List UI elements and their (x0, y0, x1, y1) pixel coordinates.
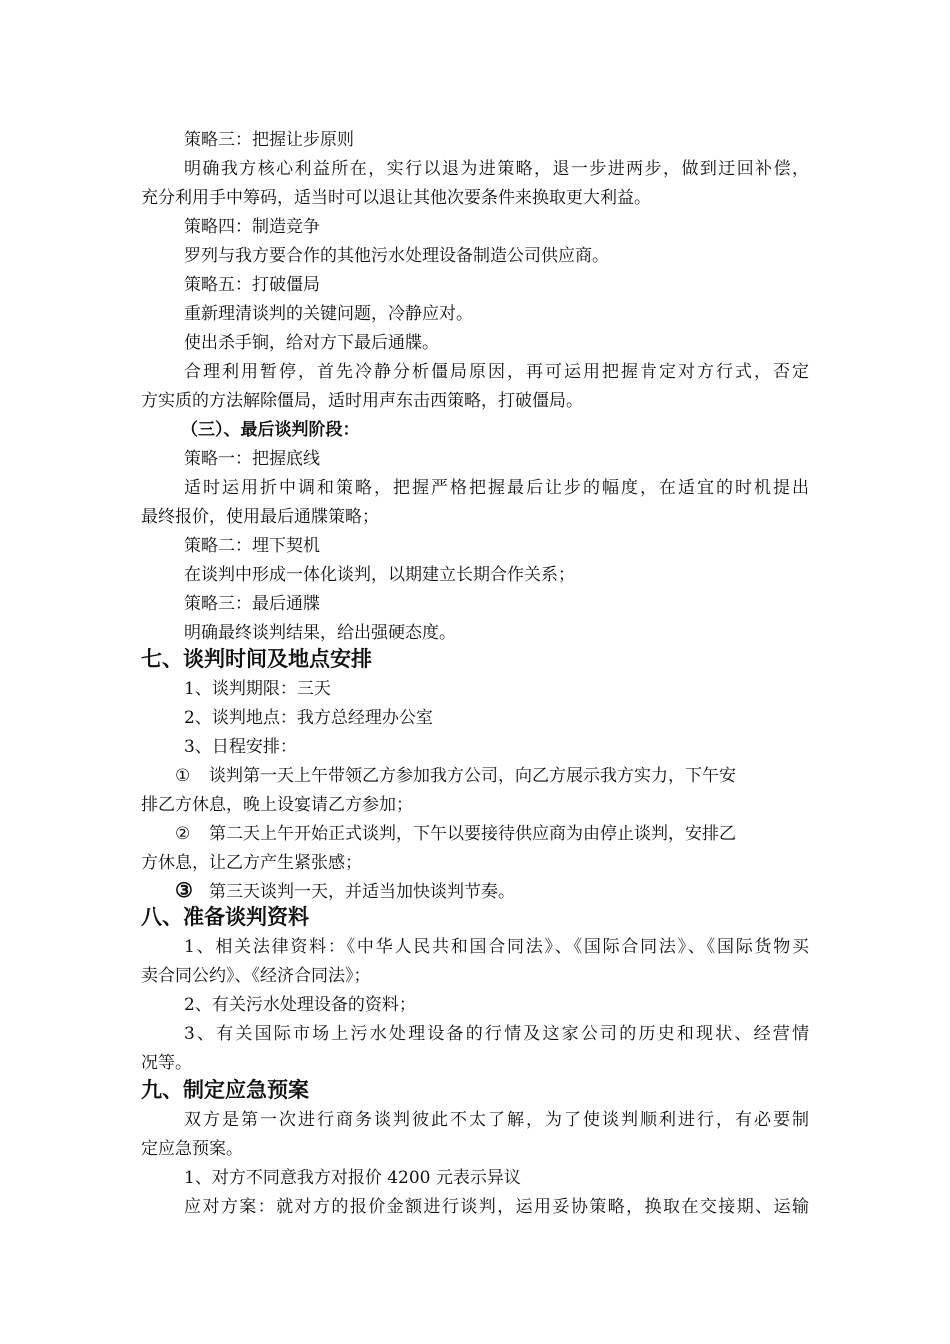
circled-number-3: ③ (175, 878, 193, 902)
paragraph-line: 合理利用暂停，首先冷静分析僵局原因，再可运用把握肯定对方行式，否定 (184, 362, 809, 382)
paragraph-line: 3、有关国际市场上污水处理设备的行情及这家公司的历史和现状、经营情 (184, 1024, 809, 1044)
section9-heading: 九、制定应急预案 (141, 1078, 309, 1102)
paragraph-line: 明确我方核心利益所在，实行以退为进策略，退一步进两步，做到迂回补偿， (184, 159, 809, 179)
list-item: 2、有关污水处理设备的资料； (184, 995, 416, 1015)
schedule-item-1 (175, 764, 809, 788)
schedule-item-2 (175, 822, 809, 846)
schedule-text: 谈判第一天上午带领乙方参加我方公司，向乙方展示我方实力，下午安 (209, 766, 736, 786)
paragraph-line: 1、相关法律资料：《中华人民共和国合同法》、《国际合同法》、《国际货物买 (184, 937, 809, 957)
list-item: 2、谈判地点：我方总经理办公室 (184, 708, 433, 728)
list-item: 1、谈判期限：三天 (184, 679, 331, 699)
circled-number-2: ② (175, 824, 191, 844)
paragraph-line: 双方是第一次进行商务谈判彼此不太了解，为了使谈判顺利进行，有必要制 (184, 1110, 809, 1130)
section8-heading: 八、准备谈判资料 (141, 905, 309, 929)
section7-heading: 七、谈判时间及地点安排 (141, 647, 372, 671)
paragraph-line: 罗列与我方要合作的其他污水处理设备制造公司供应商。 (184, 246, 609, 266)
final-strategy3-title: 策略三：最后通牒 (184, 594, 320, 614)
paragraph-line: 卖合同公约》、《经济合同法》； (141, 966, 371, 986)
list-item: 3、日程安排： (184, 737, 297, 757)
schedule-text: 第三天谈判一天，并适当加快谈判节奏。 (209, 882, 515, 902)
strategy3-title: 策略三：把握让步原则 (184, 130, 354, 150)
circled-number-1: ① (175, 766, 191, 786)
paragraph-line: 使出杀手锏，给对方下最后通牒。 (184, 333, 439, 353)
strategy5-title: 策略五：打破僵局 (184, 275, 320, 295)
paragraph-line: 重新理清谈判的关键问题，冷静应对。 (184, 304, 473, 324)
final-strategy1-title: 策略一：把握底线 (184, 449, 320, 469)
paragraph-line: 最终报价，使用最后通牒策略； (141, 507, 379, 527)
paragraph-line: 适时运用折中调和策略，把握严格把握最后让步的幅度，在适宜的时机提出 (184, 478, 809, 498)
paragraph-line: 况等。 (141, 1053, 192, 1073)
strategy4-title: 策略四：制造竞争 (184, 217, 320, 237)
list-item: 1、对方不同意我方对报价 4200 元表示异议 (184, 1168, 521, 1188)
paragraph-line: 定应急预案。 (141, 1139, 243, 1159)
paragraph-line: 排乙方休息，晚上设宴请乙方参加； (141, 795, 413, 815)
paragraph-line: 充分利用手中筹码，适当时可以退让其他次要条件来换取更大利益。 (141, 188, 651, 208)
paragraph-line: 应对方案：就对方的报价金额进行谈判，运用妥协策略，换取在交接期、运输 (184, 1197, 809, 1217)
paragraph-line: 方实质的方法解除僵局，适时用声东击西策略，打破僵局。 (141, 391, 583, 411)
paragraph-line: 明确最终谈判结果，给出强硬态度。 (184, 623, 456, 643)
schedule-text: 第二天上午开始正式谈判，下午以要接待供应商为由停止谈判，安排乙 (209, 824, 736, 844)
final-strategy2-title: 策略二：埋下契机 (184, 536, 320, 556)
schedule-item-3 (175, 878, 809, 904)
paragraph-line: 方休息，让乙方产生紧张感； (141, 853, 362, 873)
stage3-heading: （三）、最后谈判阶段： (181, 420, 360, 440)
paragraph-line: 在谈判中形成一体化谈判，以期建立长期合作关系； (184, 565, 575, 585)
